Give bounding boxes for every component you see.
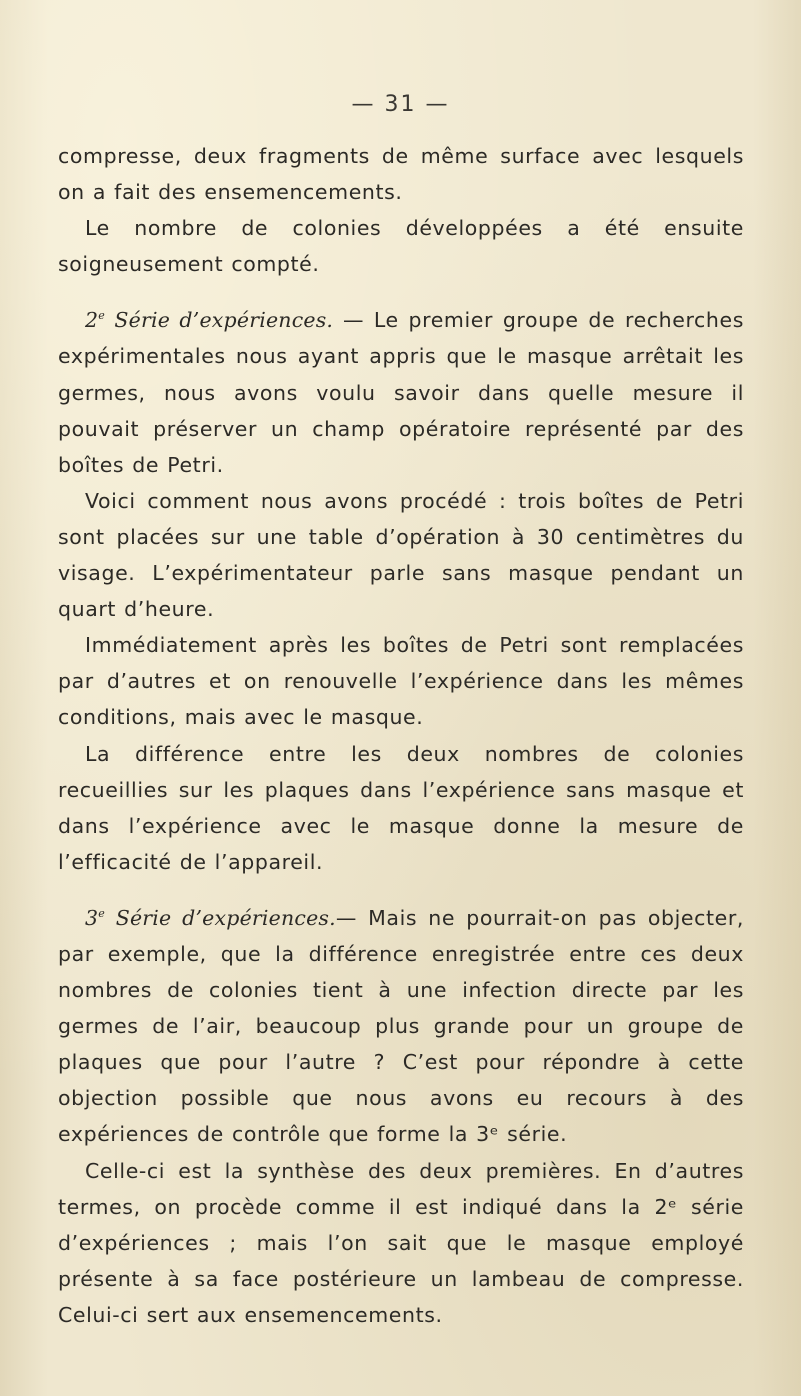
page-number: — 31 — <box>351 92 450 117</box>
paragraph-synthesis <box>58 1153 744 1333</box>
paragraph-text: compresse, deux fragments de même surface avec lesquels on a fait des ensemencements. <box>58 144 744 205</box>
paragraph-serie-2 <box>58 302 744 482</box>
paragraph-text: Immédiatement après les boîtes de Petri sont remplacées par d’autres et on renouvelle l’expérience dans les mêmes conditions, mais avec le masque. <box>58 633 744 730</box>
paragraph-procedure <box>58 483 744 627</box>
paragraph-serie-3 <box>58 900 744 1153</box>
paragraph-replacement <box>58 627 744 735</box>
paragraph-colonies-count <box>58 210 744 282</box>
paragraph-text: Celle-ci est la synthèse des deux premières. En d’autres termes, on procède comme il est indiqué dans la 2ᵉ série d’expériences ; mais l’on sait que le masque employé présente à sa face postérieure un lambeau de compresse. Celui-ci sert aux ensemencements. <box>58 1158 744 1327</box>
section-heading: Série d’expériences. <box>104 308 334 333</box>
paragraph-difference <box>58 736 744 880</box>
paragraph-continuation <box>58 138 744 210</box>
paragraph-text: Le nombre de colonies développées a été ensuite soigneusement compté. <box>58 216 744 277</box>
section-number-suffix: e <box>98 309 105 323</box>
paragraph-text: — Le premier groupe de recherches expérimentales nous ayant appris que le masque arrêtait les germes, nous avons voulu savoir dans quelle mesure il pouvait préserver un champ opératoire représenté par des boîtes de Petri. <box>58 308 744 477</box>
section-number-suffix: e <box>98 907 105 921</box>
section-number: 2 <box>85 308 99 333</box>
paragraph-text: La différence entre les deux nombres de colonies recueillies sur les plaques dans l’expérience sans masque et dans l’expérience avec le masque donne la mesure de l’efficacité de l’appareil. <box>58 741 744 874</box>
section-heading: Série d’expériences. <box>104 905 336 930</box>
body-text <box>58 138 744 1333</box>
paragraph-text: — Mais ne pourrait-on pas objecter, par exemple, que la différence enregistrée entre ces deux nombres de colonies tient à une infection directe par les germes de l’air, beaucoup plus grande pour un groupe de plaques que pour l’autre ? C’est pour répondre à cette objection possible que nous avons eu recours à des expériences de contrôle que forme la 3ᵉ série. <box>58 905 745 1147</box>
section-number: 3 <box>85 905 99 930</box>
paragraph-text: Voici comment nous avons procédé : trois boîtes de Petri sont placées sur une table d’opération à 30 centimètres du visage. L’expérimentateur parle sans masque pendant un quart d’heure. <box>58 488 744 622</box>
